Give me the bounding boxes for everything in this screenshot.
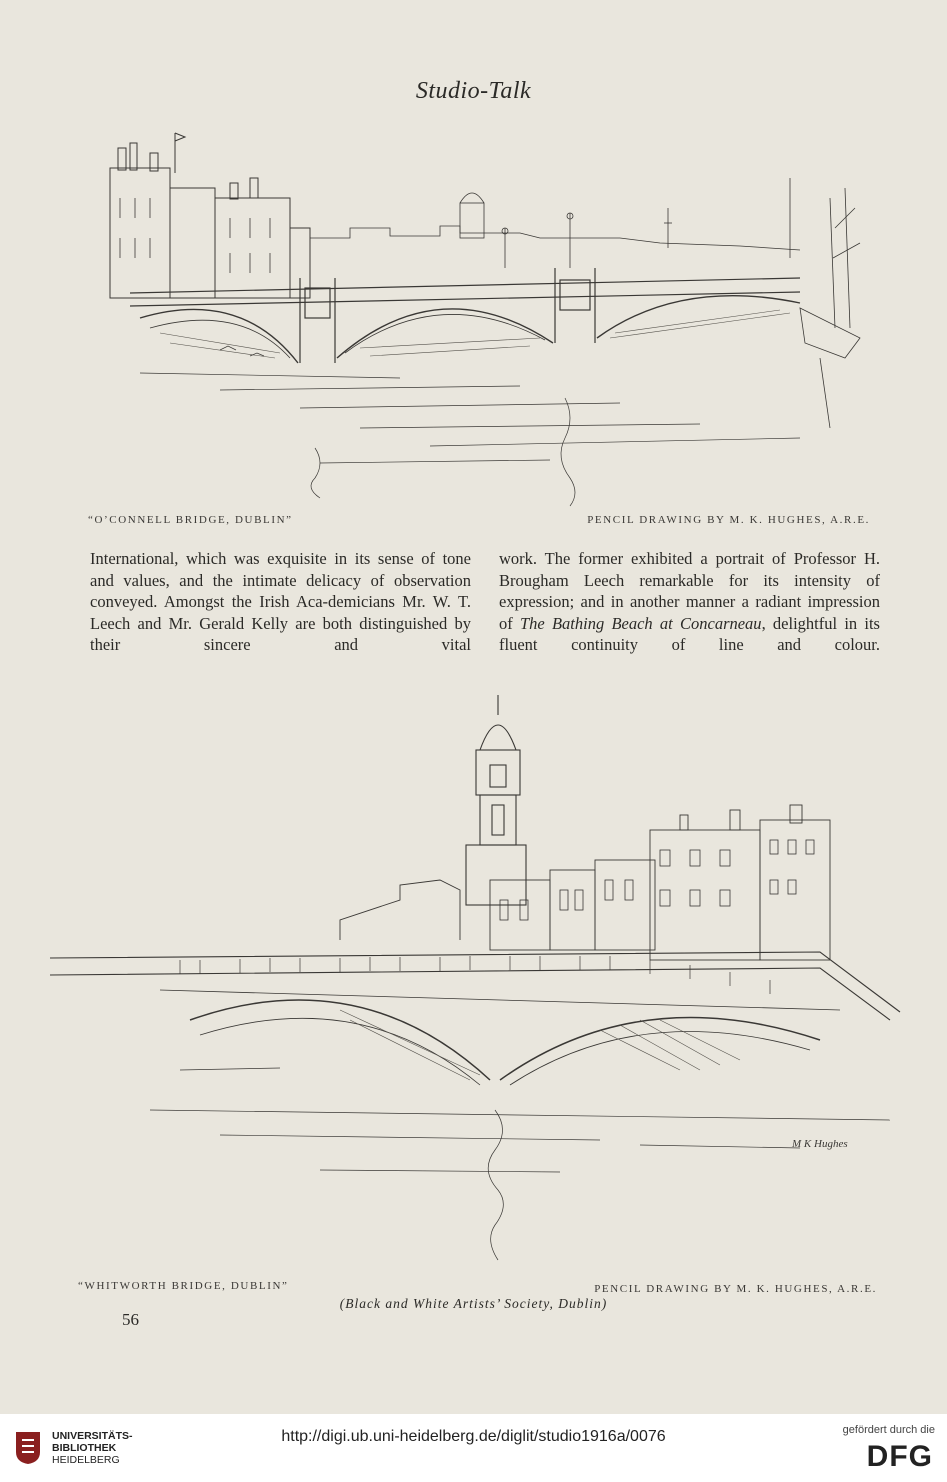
illustration-whitworth-bridge xyxy=(40,690,910,1280)
paragraph-right xyxy=(499,548,880,656)
institution-line-3: HEIDELBERG xyxy=(52,1454,120,1466)
church-tower xyxy=(466,695,526,905)
paragraph-right-end: , delightful in its fluent continuity of line and colour. xyxy=(499,613,880,654)
text-column-left xyxy=(90,548,471,656)
bridge-deck xyxy=(130,268,800,363)
footer-bar xyxy=(0,1414,947,1482)
text-column-right xyxy=(499,548,880,656)
source-url-link[interactable]: http://digi.ub.uni-heidelberg.de/diglit/studio1916a/0076 xyxy=(281,1428,666,1445)
page-number: 56 xyxy=(122,1310,139,1329)
dfg-logo: DFG xyxy=(866,1440,933,1473)
paragraph-right-start: work. The former exhibited a portrait of Professor H. Brougham Leech remarkable for its intensity of expression; and in another manner a radiant impression of xyxy=(499,549,880,633)
institution-line-1: UNIVERSITÄTS- xyxy=(52,1430,133,1442)
bridge-balustrade xyxy=(50,952,900,1020)
water-ripples xyxy=(150,1068,890,1260)
page-title: Studio-Talk xyxy=(415,78,532,104)
caption-oconnell-artist: PENCIL DRAWING BY M. K. HUGHES, A.R.E. xyxy=(587,514,870,526)
illustration-oconnell-bridge xyxy=(100,128,870,508)
institution-line-2: BIBLIOTHEK xyxy=(52,1442,117,1454)
quay-buildings xyxy=(340,805,830,960)
funded-by-label: gefördert durch die xyxy=(842,1424,935,1436)
right-trees xyxy=(800,188,860,428)
left-buildings xyxy=(110,133,310,298)
caption-whitworth-artist: PENCIL DRAWING BY M. K. HUGHES, A.R.E. xyxy=(594,1283,877,1295)
painting-title: The Bathing Beach at Concarneau xyxy=(519,613,762,633)
bridge-arches xyxy=(160,990,840,1085)
skyline xyxy=(310,178,800,268)
caption-whitworth-title: “WHITWORTH BRIDGE, DUBLIN” xyxy=(78,1280,289,1292)
water-ripples xyxy=(140,346,800,506)
body-text xyxy=(90,548,880,656)
artist-signature: M K Hughes xyxy=(792,1138,848,1150)
paragraph-left: International, which was exquisite in its sense of tone and values, and the intimate delicacy of observation conveyed. Amongst the Irish Aca-demicians Mr. W. T. Leech and Mr. Gerald Kelly are both distinguished by their sincere and vital xyxy=(90,549,471,654)
caption-oconnell-title: “O’CONNELL BRIDGE, DUBLIN” xyxy=(88,514,293,526)
caption-credit: (Black and White Artists’ Society, Dublin) xyxy=(339,1296,608,1311)
